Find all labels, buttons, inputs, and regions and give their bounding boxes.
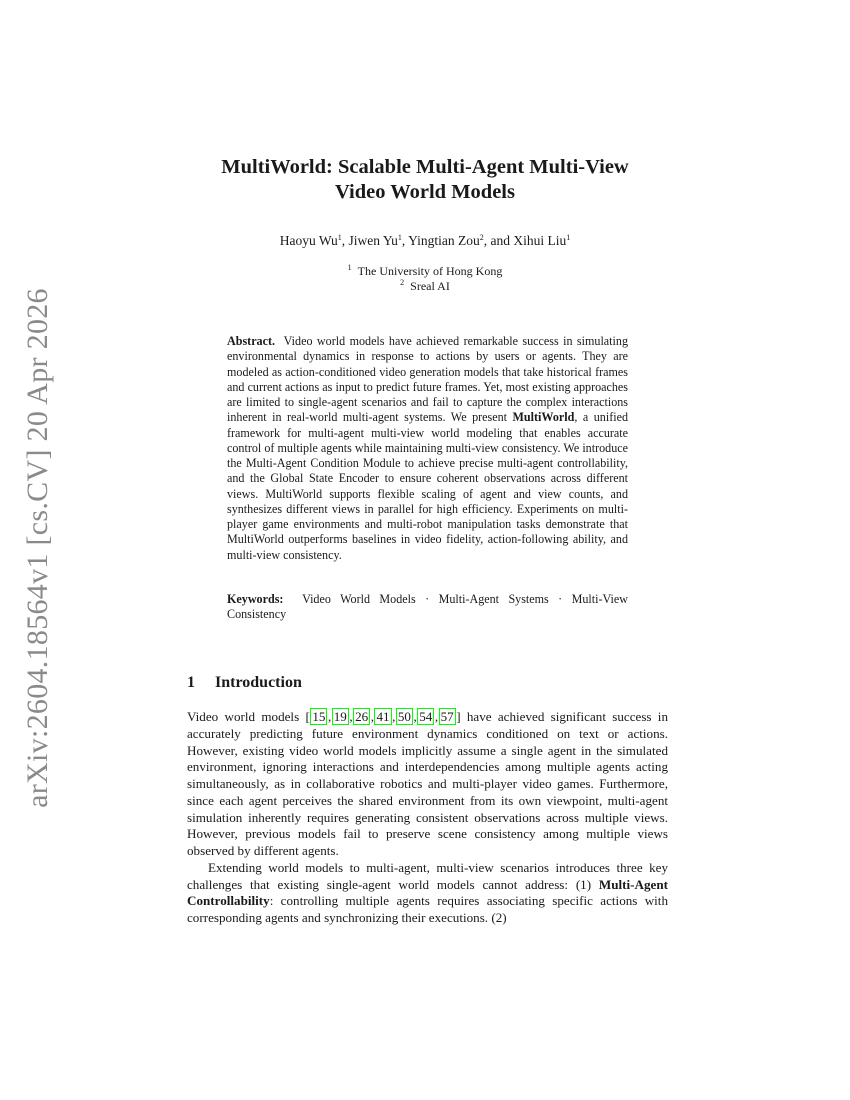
author-name: Yingtian Zou — [408, 233, 480, 248]
citation-link[interactable]: 26 — [355, 709, 369, 724]
affiliation-2 — [150, 279, 700, 294]
keywords-text: Video World Models · Multi-Agent Systems · Multi-View Consistency — [227, 592, 628, 622]
title-line-1: MultiWorld: Scalable Multi-Agent Multi-View — [221, 156, 629, 178]
citation-link[interactable]: 41 — [376, 709, 390, 724]
author-separator: , and — [483, 233, 514, 248]
keywords — [227, 592, 628, 623]
intro-paragraph-1: Video world models [ 15 , 19 , 26 , 41 , 50 , 54 , 57 ] have achieved significant success in accurately predicting future environment dynamics conditioned on text or actions. However, existing video world models implicitly assume a single agent in the simulated environment, ignoring interactions and interdependencies among multiple agents acting simultaneously, as in collaborative robotics and multi-player video games. Furthermore, since each agent perceives the shared environment from its own viewpoint, multi-agent simulation inherently requires generating consistent observations across multiple views. However, previous models fail to preserve scene consistency among multiple views observed by different agents. — [187, 709, 668, 858]
keywords-label: Keywords: — [227, 592, 284, 606]
abstract-text-after: , a unified framework for multi-agent multi-view world modeling that enables accurate control of multiple agents while maintaining multi-view consistency. We introduce the Multi-Agent Condition Module to achieve precise multi-agent controllability, and the Global State Encoder to ensure coherent observations across different views. MultiWorld supports flexible scaling of agent and view counts, and synthesizes different views in parallel for high efficiency. Experiments on multi-player game environments and multi-robot manipulation tasks demonstrate that MultiWorld outperforms baselines in video fidelity, action-following ability, and multi-view consistency. — [227, 410, 628, 562]
title-line-2: Video World Models — [335, 181, 515, 203]
citation-link[interactable]: 19 — [333, 709, 347, 724]
affiliation-name: The University of Hong Kong — [357, 264, 503, 278]
citation-link[interactable]: 15 — [312, 709, 326, 724]
author-name: Xihui Liu — [513, 233, 567, 248]
citation-link[interactable]: 57 — [440, 709, 454, 724]
intro-p1-rest: have achieved significant success in accurately predicting future environment dynamics conditioned on text or actions. However, existing video world models implicitly assume a single agent in the simulated environment, ignoring interactions and interdependencies among multiple agents acting simultaneously, as in collaborative robotics and multi-player video games. Furthermore, since each agent perceives the shared environment from its own viewpoint, multi-agent simulation inherently requires generating consistent observations across multiple views. However, previous models fail to preserve scene consistency among multiple views observed by different agents. — [187, 709, 668, 858]
paper-title — [150, 155, 700, 205]
author-affiliation-mark: 1 — [566, 233, 571, 242]
affiliation-name: Sreal AI — [410, 279, 450, 293]
intro-paragraph-2 — [187, 860, 668, 927]
section-title: Introduction — [215, 674, 302, 691]
arxiv-stamp-text: arXiv:2604.18564v1 [cs.CV] 20 Apr 2026 — [21, 287, 54, 808]
abstract-method-name: MultiWorld — [512, 410, 575, 425]
author-affiliation-mark: 1 — [337, 233, 342, 242]
author-list — [150, 233, 700, 249]
author-separator: , — [341, 233, 349, 248]
intro-p1-start: Video world models — [187, 709, 306, 724]
affiliation-1 — [150, 264, 700, 279]
abstract-text-before: Video world models have achieved remarkable success in simulating environmental dynamics in response to actions by users or agents. They are modeled as action-conditioned video generation models that take historical frames and current actions as input to predict future frames. Yet, most existing approaches are limited to single-agent scenarios and fail to capture the complex interactions inherent in real-world multi-agent systems. We present — [227, 334, 628, 425]
author-affiliation-mark: 2 — [479, 233, 484, 242]
intro-p2-start: Extending world models to multi-agent, multi-view scenarios introduces three key challenges that existing single-agent world models cannot address: (1) — [187, 859, 668, 892]
abstract-label: Abstract. — [227, 334, 276, 348]
citation-link[interactable]: 54 — [419, 709, 433, 724]
intro-p2-bold: Multi-Agent Controllability — [187, 876, 668, 909]
citation-link[interactable]: 50 — [397, 709, 411, 724]
author-affiliation-mark: 1 — [397, 233, 402, 242]
section-number: 1 — [187, 674, 195, 691]
introduction-body — [187, 709, 668, 927]
author-separator: , — [401, 233, 409, 248]
intro-p2-rest: : controlling multiple agents requires associating specific actions with corresponding agents and synchronizing their executions. (2) — [187, 893, 668, 925]
abstract — [227, 334, 628, 563]
arxiv-identifier-stamp — [16, 287, 60, 808]
section-heading — [187, 674, 302, 692]
affiliation-number: 2 — [400, 278, 405, 287]
affiliation-number: 1 — [347, 263, 352, 272]
author-name: Jiwen Yu — [348, 233, 398, 248]
author-name: Haoyu Wu — [279, 233, 338, 248]
